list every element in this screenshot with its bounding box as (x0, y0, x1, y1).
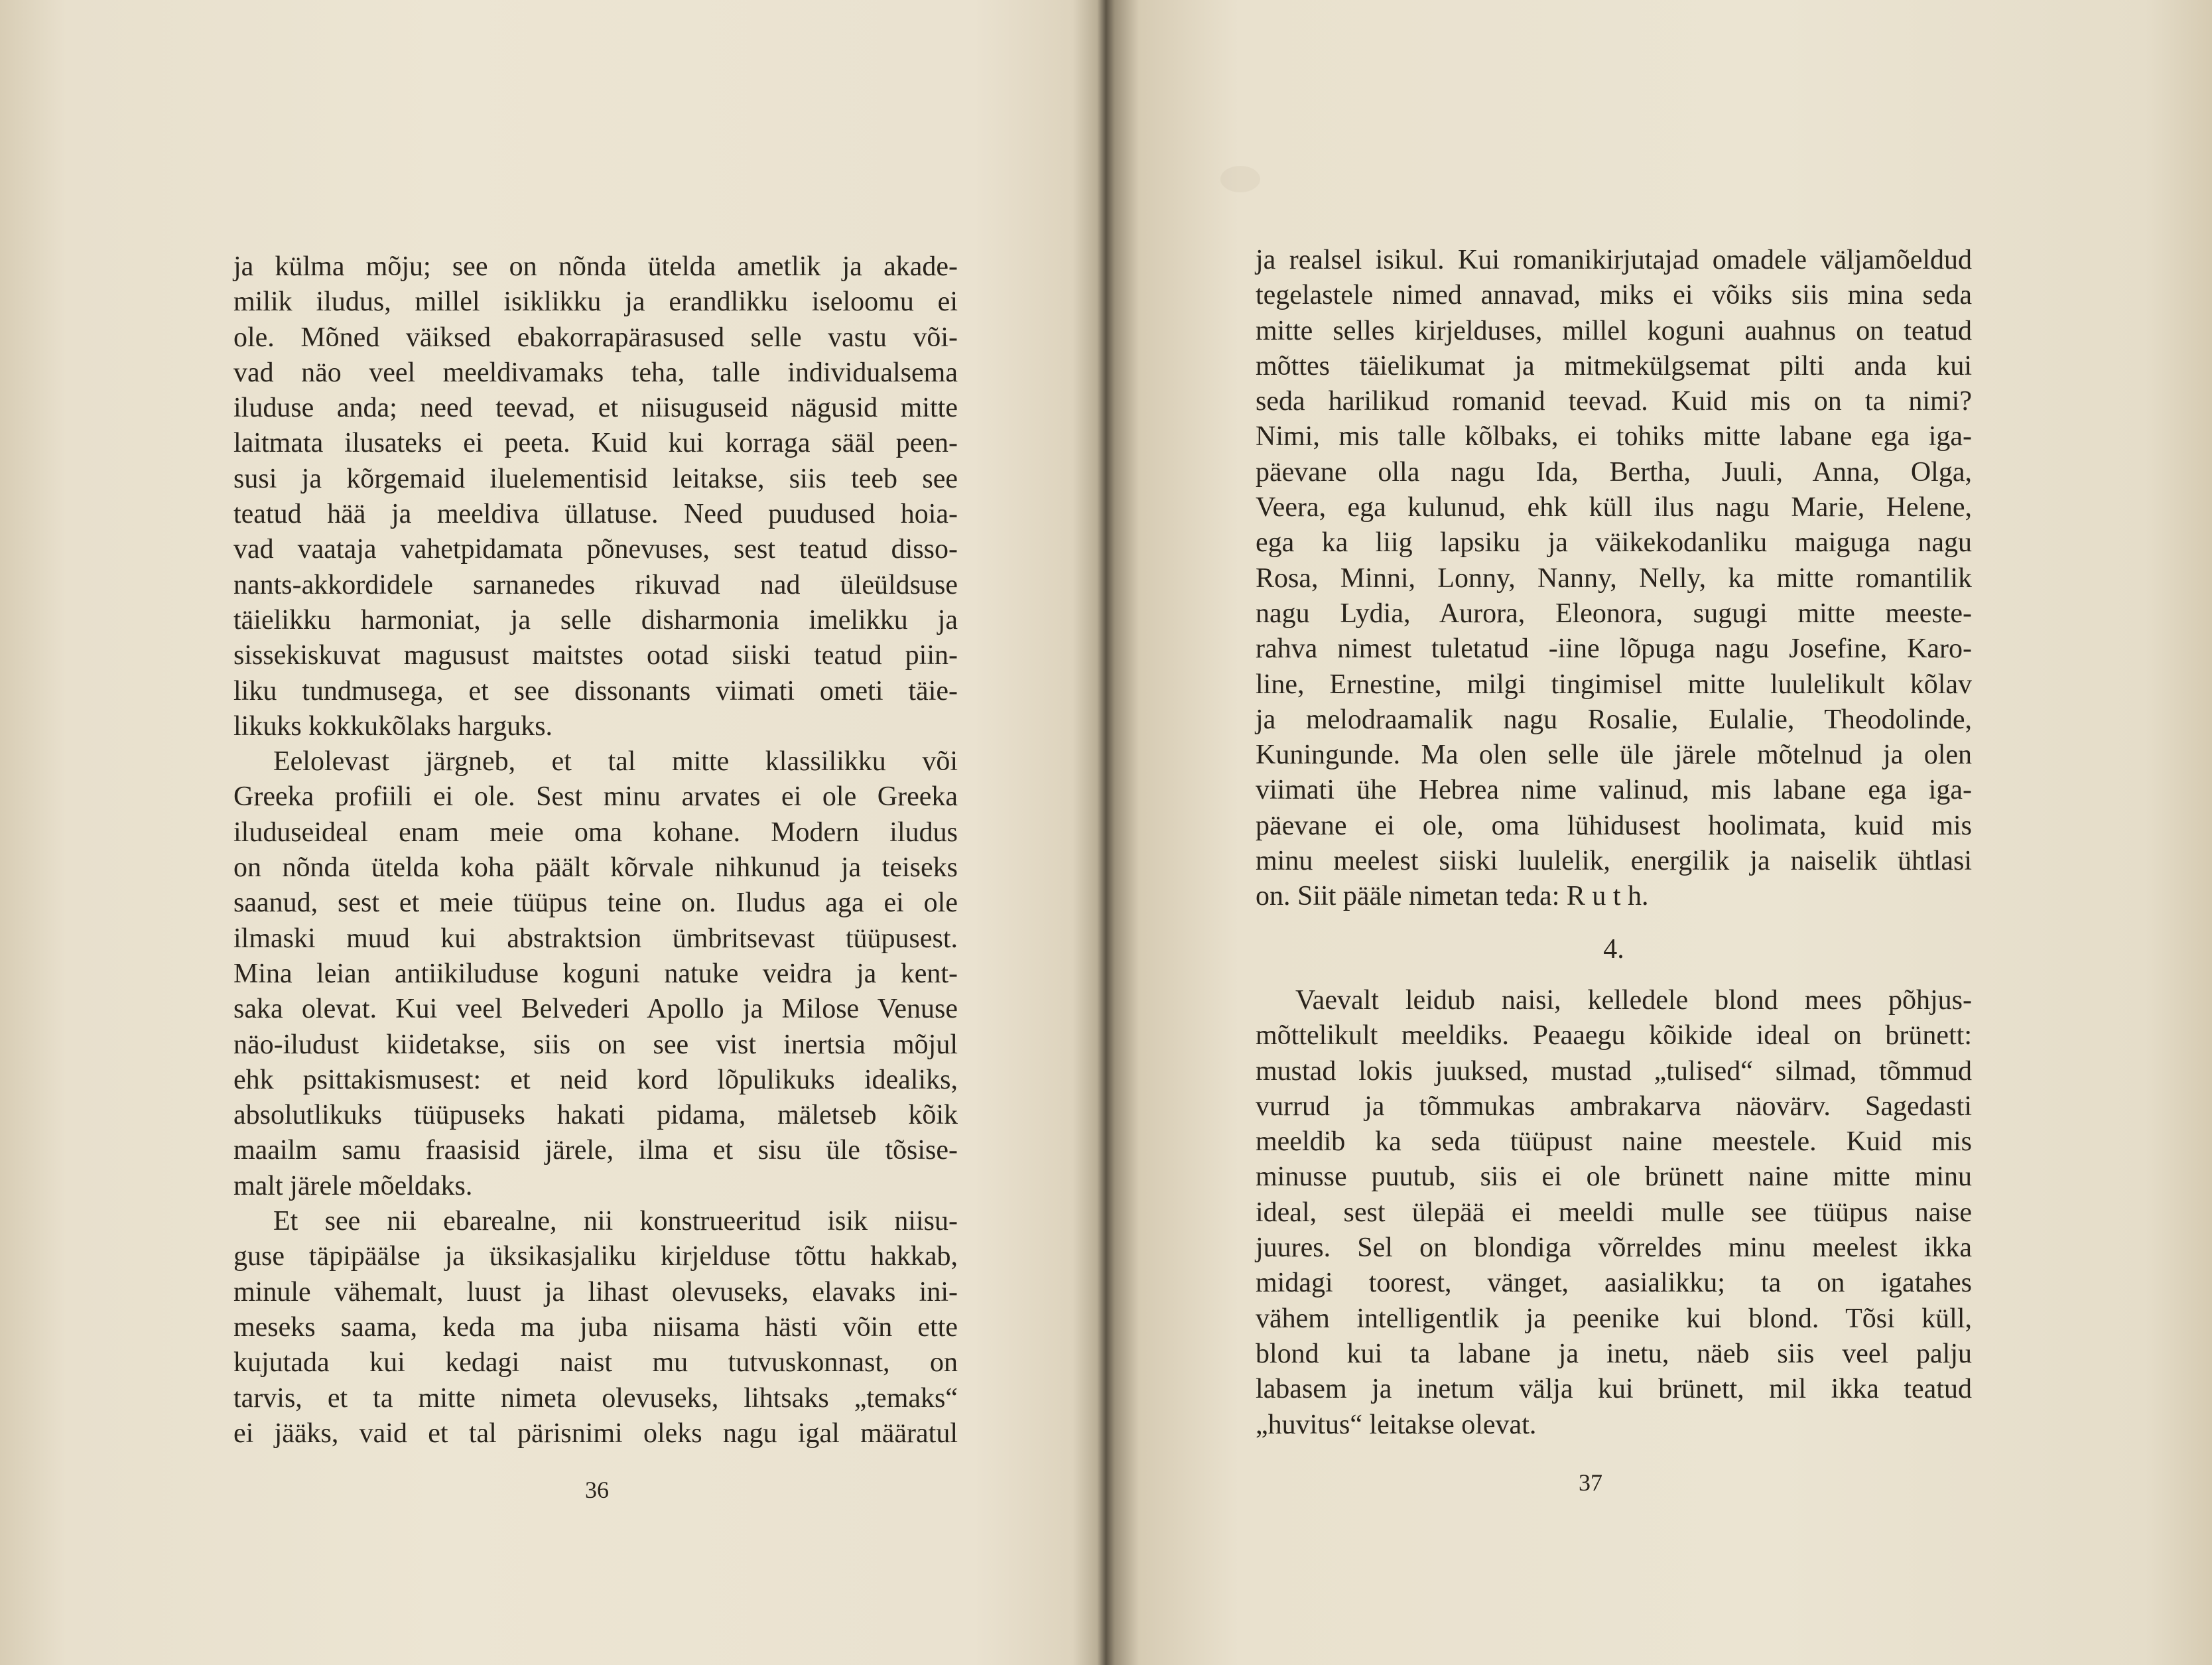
text-line: midagi toorest, vänget, aasialikku; ta on igatahes (1256, 1268, 1972, 1299)
text-line: viimati ühe Hebrea nime valinud, mis labane ega iga- (1256, 775, 1972, 806)
text-line: näo-iludust kiidetakse, siis on see vist inertsia mõjul (233, 1029, 958, 1060)
text-line: iluduseideal enam meie oma kohane. Modern iludus (233, 817, 958, 848)
text-line: liku tundmusega, et see dissonants viimati ometi täie- (233, 675, 958, 706)
text-line: vad vaataja vahetpidamata põnevuses, sest teatud disso- (233, 534, 958, 565)
text-line: ei jääks, vaid et tal pärisnimi oleks nagu igal määratul (233, 1418, 958, 1449)
paragraph-end-line: on. Siit pääle nimetan teda: R u t h. (1256, 881, 1649, 912)
text-line: saanud, sest et meie tüüpus teine on. Iludus aga ei ole (233, 888, 958, 919)
text-line: minusse puutub, siis ei ole brünett naine mitte minu (1256, 1162, 1972, 1193)
text-line: mitte selles kirjelduses, millel koguni auahnus on teatud (1256, 315, 1972, 346)
text-line: mõttes täielikumat ja mitmekülgsemat pilti anda kui (1256, 350, 1972, 381)
text-line: päevane olla nagu Ida, Bertha, Juuli, Anna, Olga, (1256, 456, 1972, 488)
text-line: Mina leian antiikiluduse koguni natuke veidra ja kent- (233, 958, 958, 989)
text-line: saka olevat. Kui veel Belvederi Apollo ja Milose Venuse (233, 994, 958, 1025)
page-number: 37 (1579, 1469, 1602, 1496)
text-line: vad näo veel meeldivamaks teha, talle individualsema (233, 357, 958, 388)
left-page (0, 0, 1104, 1665)
left-page-text (233, 249, 958, 1451)
text-line: tarvis, et ta mitte nimeta olevuseks, lihtsaks „temaks“ (233, 1382, 958, 1414)
text-line: ega ka liig lapsiku ja väikekodanliku maiguga nagu (1256, 527, 1972, 559)
text-line: guse täpipäälse ja üksikasjaliku kirjelduse tõttu hakkab, (233, 1241, 958, 1272)
text-line: on nõnda ütelda koha päält kõrvale nihkunud ja teiseks (233, 852, 958, 884)
text-line: vähem intelligentlik ja peenike kui blond. Tõsi küll, (1256, 1303, 1972, 1334)
paragraph-start-line: Eelolevast järgneb, et tal mitte klassilikku või (273, 746, 958, 777)
text-line: ja realsel isikul. Kui romanikirjutajad omadele väljamõeldud (1256, 245, 1972, 275)
paragraph-end-line: „huvitus“ leitakse olevat. (1256, 1409, 1537, 1440)
paragraph-end-line: malt järele mõeldaks. (233, 1170, 473, 1201)
text-line: milik iludus, millel isiklikku ja erandlikku iseloomu ei (233, 287, 958, 318)
text-line: teatud hää ja meeldiva üllatuse. Need puudused hoia- (233, 499, 958, 530)
text-line: juures. Sel on blondiga võrreldes minu meelest ikka (1256, 1232, 1972, 1264)
text-line: vurrud ja tõmmukas ambrakarva näovärv. Sagedasti (1256, 1091, 1972, 1122)
paragraph-start-line: Et see nii ebarealne, nii konstrueeritud isik niisu- (273, 1206, 958, 1237)
text-line: Kuningunde. Ma olen selle üle järele mõtelnud ja olen (1256, 740, 1972, 771)
text-line: täielikku harmoniat, ja selle disharmonia imelikku ja (233, 604, 958, 635)
paragraph-end-line: likuks kokkukõlaks harguks. (233, 710, 553, 742)
paragraph-start-line: Vaevalt leidub naisi, kelledele blond mees põhjus- (1295, 984, 1972, 1016)
text-line: Rosa, Minni, Lonny, Nanny, Nelly, ka mitte romantilik (1256, 563, 1972, 594)
text-line: iluduse anda; need teevad, et niisuguseid nägusid mitte (233, 393, 958, 424)
page-number: 36 (585, 1477, 609, 1503)
text-line: line, Ernestine, milgi tingimisel mitte luulelikult kõlav (1256, 669, 1972, 700)
text-line: päevane ei ole, oma lühidusest hoolimata, kuid mis (1256, 810, 1972, 841)
text-line: ehk psittakismusest: et neid kord lõpulikuks idealiks, (233, 1064, 958, 1095)
text-line: minule vähemalt, luust ja lihast olevuseks, elavaks ini- (233, 1276, 958, 1307)
text-line: Nimi, mis talle kõlbaks, ei tohiks mitte labane ega iga- (1256, 421, 1972, 452)
paper-stain (1220, 166, 1260, 192)
right-page (1104, 0, 2212, 1665)
text-line: nagu Lydia, Aurora, Eleonora, sugugi mitte meeste- (1256, 598, 1972, 629)
text-line: mustad lokis juuksed, mustad „tulised“ silmad, tõmmud (1256, 1055, 1972, 1087)
text-line: ilmaski muud kui abstraktsion ümbritsevast tüüpusest. (233, 923, 958, 954)
text-line: minu meelest siiski luulelik, energilik ja naiselik ühtlasi (1256, 846, 1972, 877)
text-line: ideal, sest ülepää ei meeldi mulle see tüüpus naise (1256, 1197, 1972, 1228)
text-line: ja melodraamalik nagu Rosalie, Eulalie, Theodolinde, (1256, 704, 1972, 735)
text-line: tegelastele nimed annavad, miks ei võiks siis mina seda (1256, 280, 1972, 311)
right-page-text (1256, 243, 1972, 1443)
text-line: kujutada kui kedagi naist mu tutvuskonnast, on (233, 1347, 958, 1378)
text-line: seda harilikud romanid teevad. Kuid mis on ta nimi? (1256, 386, 1972, 417)
text-line: laitmata ilusateks ei peeta. Kuid kui korraga sääl peen- (233, 428, 958, 459)
text-line: meseks saama, keda ma juba niisama hästi võin ette (233, 1311, 958, 1343)
text-line: Greeka profiili ei ole. Sest minu arvates ei ole Greeka (233, 781, 958, 813)
text-line: blond kui ta labane ja inetu, näeb siis veel palju (1256, 1338, 1972, 1369)
text-line: ja külma mõju; see on nõnda ütelda ametlik ja akade- (233, 251, 958, 282)
text-line: sissekiskuvat magusust maitstes ootad siiski teatud piin- (233, 640, 958, 671)
text-line: rahva nimest tuletatud -iine lõpuga nagu Josefine, Karo- (1256, 633, 1972, 665)
text-line: nants-akkordidele sarnanedes rikuvad nad üleüldsuse (233, 569, 958, 600)
text-line: absolutlikuks tüüpuseks hakati pidama, mäletseb kõik (233, 1100, 958, 1131)
text-line: Veera, ega kulunud, ehk küll ilus nagu Marie, Helene, (1256, 492, 1972, 523)
text-line: meeldib ka seda tüüpust naine meestele. Kuid mis (1256, 1126, 1972, 1158)
text-line: mõttelikult meeldiks. Peaaegu kõikide ideal on brünett: (1256, 1020, 1972, 1051)
text-line: labasem ja inetum välja kui brünett, mil ikka teatud (1256, 1374, 1972, 1405)
section-number: 4. (1603, 933, 1624, 965)
text-line: maailm samu fraasisid järele, ilma et sisu üle tõsise- (233, 1135, 958, 1166)
text-line: susi ja kõrgemaid iluelementisid leitakse, siis teeb see (233, 463, 958, 494)
text-line: ole. Mõned väiksed ebakorrapärasused selle vastu või- (233, 322, 958, 353)
